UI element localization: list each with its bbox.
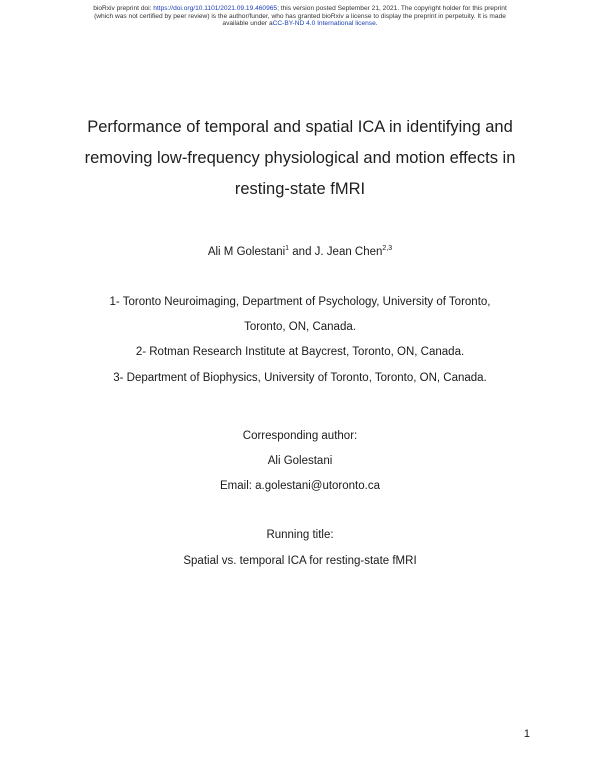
running-title: Spatial vs. temporal ICA for resting-state fMRI (183, 555, 417, 567)
paper-title (60, 112, 540, 205)
affiliation-3: 3- Department of Biophysics, University of Toronto, Toronto, ON, Canada. (113, 372, 487, 384)
author-list (0, 245, 600, 258)
author-2-affiliation: 2,3 (382, 245, 393, 252)
notice-license-suffix: . (375, 20, 378, 28)
notice-doi-prefix: bioRxiv preprint doi: (93, 5, 154, 12)
corresponding-author-email: Email: a.golestani@utoronto.ca (220, 480, 380, 492)
notice-license-prefix: available under a (222, 20, 273, 28)
running-title-label: Running title: (266, 529, 334, 541)
doi-link[interactable]: https://doi.org/10.1101/2021.09.19.460965 (153, 5, 278, 12)
affiliation-1-line-2: Toronto, ON, Canada. (244, 321, 356, 333)
notice-line-3 (40, 20, 560, 28)
notice-line-2: (which was not certified by peer review) is the author/funder, who has granted bioRxiv a license to display the preprint in perpetuity. It is made (94, 12, 506, 20)
notice-copyright-text: ; this version posted September 21, 2021. The copyright holder for this preprint (277, 5, 507, 12)
notice-line-1 (40, 5, 560, 13)
author-2: J. Jean Chen (314, 246, 383, 258)
affiliation-2: 2- Rotman Research Institute at Baycrest, Toronto, ON, Canada. (135, 346, 465, 358)
author-1: Ali M Golestani (207, 246, 286, 258)
corresponding-author-name: Ali Golestani (267, 455, 333, 467)
license-link[interactable]: CC-BY-ND 4.0 International license (272, 20, 376, 28)
affiliation-1-line-1: 1- Toronto Neuroimaging, Department of Psychology, University of Toronto, (109, 296, 491, 308)
preprint-notice (40, 5, 560, 28)
author-1-affiliation: 1 (285, 245, 290, 252)
title-line-2: removing low-frequency physiological and motion effects in (84, 149, 516, 167)
corresponding-author-label: Corresponding author: (242, 430, 358, 442)
title-line-1: Performance of temporal and spatial ICA in identifying and (87, 118, 513, 136)
author-connector: and (289, 246, 315, 258)
title-line-3: resting-state fMRI (234, 180, 366, 198)
page-number: 1 (523, 728, 530, 740)
